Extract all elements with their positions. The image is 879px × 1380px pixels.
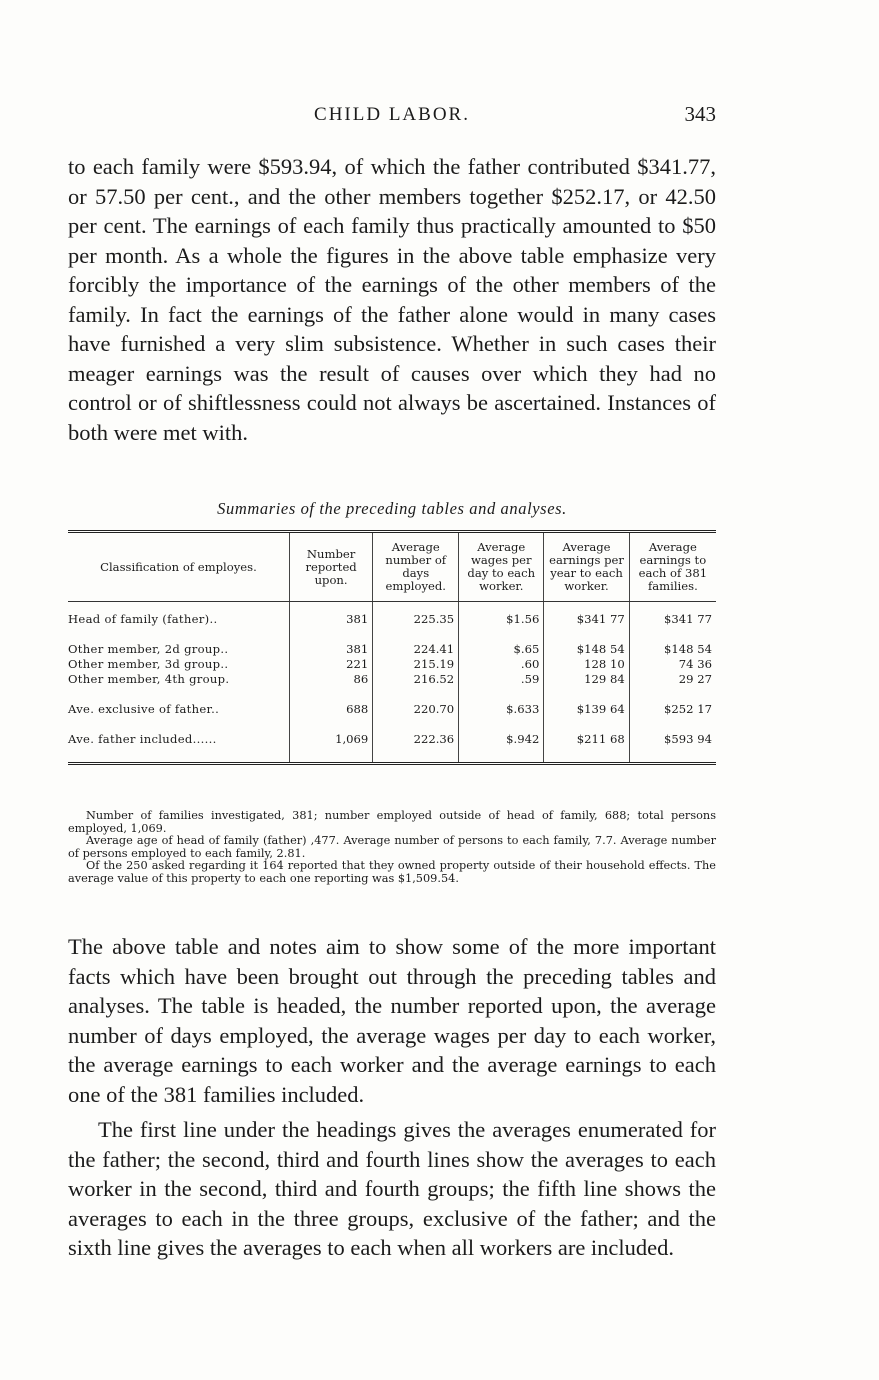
row-label: Other member, 3d group.. <box>68 657 229 671</box>
cell: $252 17 <box>629 702 716 722</box>
cell: 86 <box>289 672 372 692</box>
note: Number of families investigated, 381; number employed outside of head of family, 688; total persons employed, 1,069. <box>68 809 716 835</box>
cell: 216.52 <box>373 672 459 692</box>
cell: $341 77 <box>629 612 716 632</box>
cell: .59 <box>459 672 544 692</box>
table-row <box>68 657 716 672</box>
cell: $.942 <box>459 732 544 752</box>
cell: $.633 <box>459 702 544 722</box>
table-header-row <box>68 532 716 602</box>
column-header: Number reported upon. <box>289 532 372 602</box>
table-row <box>68 732 716 752</box>
cell: $341 77 <box>544 612 629 632</box>
cell: 129 84 <box>544 672 629 692</box>
table-row <box>68 672 716 692</box>
cell: $148 54 <box>629 642 716 657</box>
row-label: Other member, 2d group.. <box>68 642 229 656</box>
column-header: Average wages per day to each worker. <box>459 532 544 602</box>
summary-table <box>68 530 716 765</box>
row-label: Other member, 4th group. <box>68 672 230 686</box>
table-notes <box>68 810 716 886</box>
cell: .60 <box>459 657 544 672</box>
table-row <box>68 642 716 657</box>
note: Of the 250 asked regarding it 164 reported that they owned property outside of their household effects. The average value of this property to each one reporting was $1,509.54. <box>68 859 716 885</box>
paragraph: The first line under the headings gives the averages enumerated for the father; the second, third and fourth lines show the averages to each worker in the second, third and fourth groups; the fifth line shows the averages to each in the three groups, exclusive of the father; and the sixth line gives the averages to each when all workers are included. <box>68 1117 716 1260</box>
table-caption: Summaries of the preceding tables and analyses. <box>217 499 567 518</box>
cell: 74 36 <box>629 657 716 672</box>
row-label: Ave. father included...... <box>68 732 217 746</box>
column-header: Average earnings per year to each worker. <box>544 532 629 602</box>
running-title: CHILD LABOR. <box>314 104 470 125</box>
row-label: Head of family (father).. <box>68 612 218 626</box>
table-row <box>68 612 716 632</box>
body-paragraphs-bottom <box>68 932 716 1263</box>
row-label: Ave. exclusive of father.. <box>68 702 220 716</box>
page-number: 343 <box>684 102 716 126</box>
cell: 128 10 <box>544 657 629 672</box>
body-paragraph-top <box>68 152 716 447</box>
cell: $148 54 <box>544 642 629 657</box>
paragraph: The above table and notes aim to show some of the more important facts which have been brought out through the preceding tables and analyses. The table is headed, the number reported upon, the average number of days employed, the average wages per day to each worker, the average earnings to each worker and the average earnings to each one of the 381 families included. <box>68 934 716 1107</box>
cell: 381 <box>289 642 372 657</box>
cell: 688 <box>289 702 372 722</box>
cell: 381 <box>289 612 372 632</box>
running-header <box>68 100 716 130</box>
note: Average age of head of family (father) ,477. Average number of persons to each family, 7.7. Average number of persons employed to each family, 2.81. <box>68 834 716 860</box>
column-header: Average number of days employed. <box>373 532 459 602</box>
cell: $1.56 <box>459 612 544 632</box>
cell: 221 <box>289 657 372 672</box>
column-header: Average earnings to each of 381 families. <box>629 532 716 602</box>
cell: 220.70 <box>373 702 459 722</box>
table-row <box>68 702 716 722</box>
cell: 222.36 <box>373 732 459 752</box>
cell: $139 64 <box>544 702 629 722</box>
cell: $.65 <box>459 642 544 657</box>
cell: 225.35 <box>373 612 459 632</box>
cell: $593 94 <box>629 732 716 752</box>
cell: 29 27 <box>629 672 716 692</box>
cell: 215.19 <box>373 657 459 672</box>
cell: 1,069 <box>289 732 372 752</box>
column-header: Classification of employes. <box>68 532 289 602</box>
paragraph: to each family were $593.94, of which the father contributed $341.77, or 57.50 per cent., and the other members together $252.17, or 42.50 per cent. The earnings of each family thus practically amounted to $50 per month. As a whole the figures in the above table emphasize very forcibly the importance of the earnings of the other members of the family. In fact the earnings of the father alone would in many cases have furnished a very slim subsistence. Whether in such cases their meager earnings was the result of causes over which they had no control or of shiftlessness could not always be ascertained. Instances of both were met with. <box>68 154 716 445</box>
cell: 224.41 <box>373 642 459 657</box>
cell: $211 68 <box>544 732 629 752</box>
